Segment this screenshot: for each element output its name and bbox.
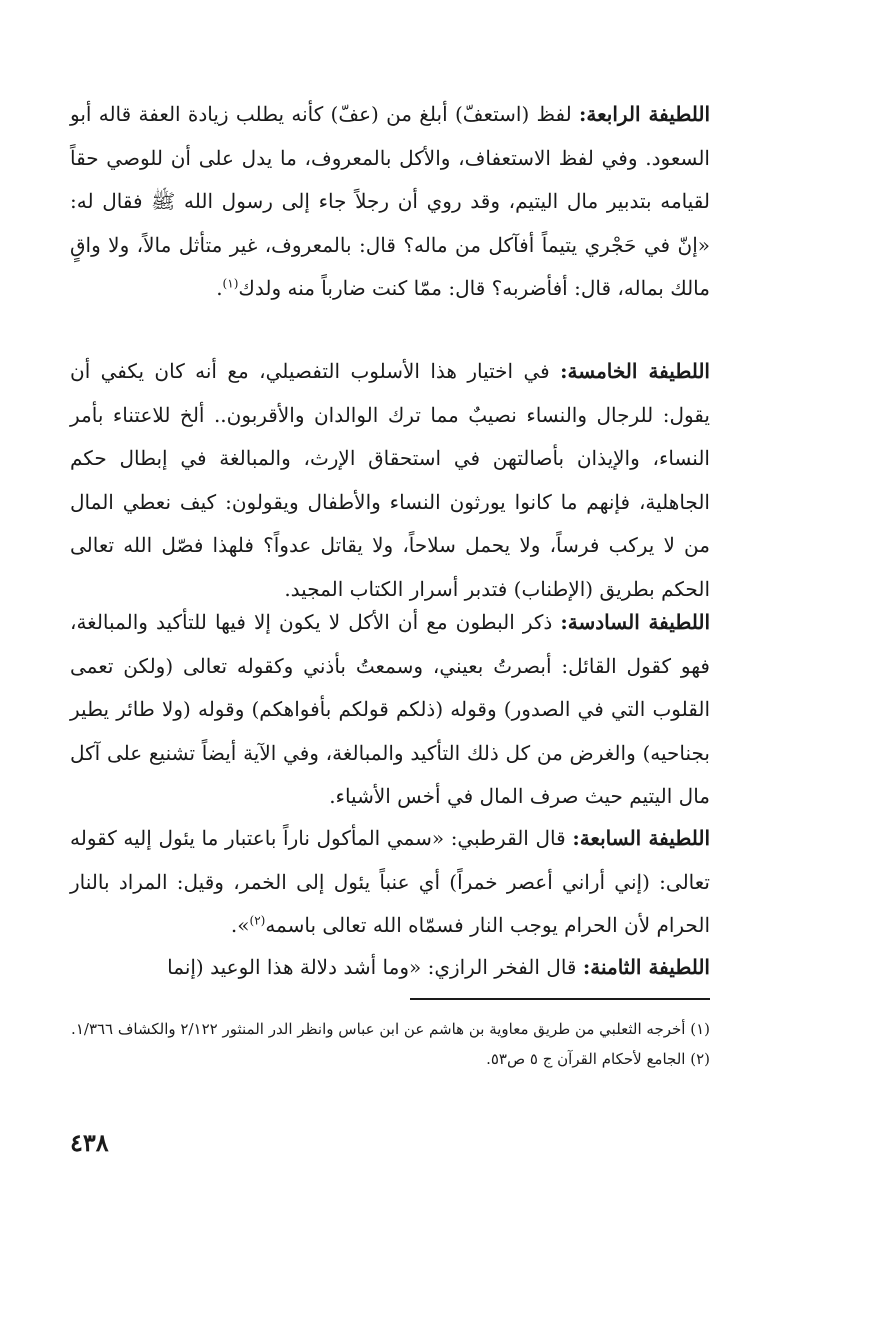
footnote-divider: [410, 998, 710, 1000]
paragraph-text: في اختيار هذا الأسلوب التفصيلي، مع أنه كان يكفي أن يقول: للرجال والنساء نصيبٌ مما ترك الوالدان والأقربون.. ألخ للاعتناء بأمر النساء، والإيذان بأصالتهن في استحقاق الإرث، والمبالغة في إبطال حكم الجاهلية، فإنهم ما كانوا يورثون النساء والأطفال ويقولون: كيف نعطي المال من لا يركب فرساً، ولا يحمل سلاحاً، ولا يقاتل عدواً؟ فلهذا فصّل الله تعالى الحكم بطريق (الإطناب) فتدبر أسرار الكتاب المجيد.: [70, 359, 710, 601]
paragraph-text: لفظ (استعفّ) أبلغ من (عفّ) كأنه يطلب زيادة العفة قاله أبو السعود. وفي لفظ الاستعفاف، والأكل بالمعروف، ما يدل على أن للوصي حقاً لقيامه بتدبير مال اليتيم، وقد روي أن رجلاً جاء إلى رسول الله ﷺ فقال له: «إنّ في حَجْري يتيماً أفآكل من ماله؟ قال: بالمعروف، غير متأثل مالاً، ولا واقٍ مالك بماله، قال: أفأضربه؟ قال: ممّا كنت ضارباً منه ولدك: [70, 102, 710, 300]
paragraph-heading: اللطيفة الثامنة:: [582, 955, 710, 979]
paragraph-fourth-subtlety: [70, 93, 710, 311]
footnote-reference: (١): [222, 276, 239, 291]
paragraph-heading: اللطيفة السادسة:: [560, 610, 710, 634]
footnote-reference: (٢): [249, 913, 266, 928]
footnote-1: (١) أخرجه الثعلبي من طريق معاوية بن هاشم عن ابن عباس وانظر الدر المنثور ٢/١٢٢ والكشاف ١/٣٦٦.: [71, 1020, 710, 1038]
paragraph-text: قال الفخر الرازي: «وما أشد دلالة هذا الوعيد (إنما: [167, 955, 583, 979]
paragraph-eighth-subtlety: [70, 946, 710, 990]
page-number: ٤٣٨: [70, 1128, 109, 1157]
paragraph-text: ذكر البطون مع أن الأكل لا يكون إلا فيها للتأكيد والمبالغة، فهو كقول القائل: أبصرتُ بعيني، وسمعتُ بأذني وكقوله تعالى (ولكن تعمى القلوب التي في الصدور) وقوله (ذلكم قولكم بأفواهكم) وقوله (ولا طائر يطير بجناحيه) والغرض من كل ذلك التأكيد والمبالغة، وفي الآية أيضاً تشنيع على آكل مال اليتيم حيث صرف المال في أخس الأشياء.: [70, 610, 710, 808]
paragraph-tail: .: [216, 276, 223, 300]
paragraph-heading: اللطيفة الرابعة:: [579, 102, 711, 126]
footnotes-section: [70, 1014, 710, 1074]
paragraph-sixth-subtlety: [70, 601, 710, 819]
paragraph-heading: اللطيفة الخامسة:: [560, 359, 710, 383]
paragraph-seventh-subtlety: [70, 817, 710, 948]
paragraph-fifth-subtlety: [70, 350, 710, 611]
footnote-2: (٢) الجامع لأحكام القرآن ج ٥ ص٥٣.: [486, 1050, 710, 1068]
paragraph-text: قال القرطبي: «سمي المأكول ناراً باعتبار ما يئول إليه كقوله تعالى: (إني أراني أعصر خمراً) أي عنباً يئول إلى الخمر، وقيل: المراد بالنار الحرام لأن الحرام يوجب النار فسمّاه الله تعالى باسمه: [70, 826, 710, 937]
paragraph-tail: ».: [230, 913, 250, 937]
paragraph-heading: اللطيفة السابعة:: [572, 826, 711, 850]
